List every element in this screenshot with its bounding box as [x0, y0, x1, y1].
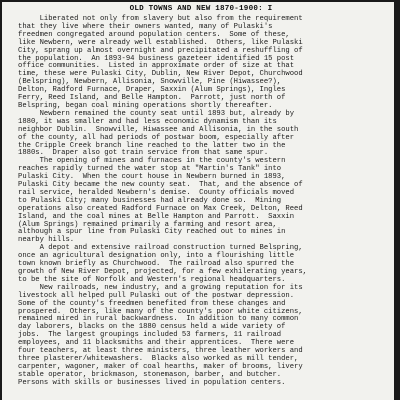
text-line: livestock all helped pull Pulaski out of the postwar depression. [18, 291, 295, 300]
text-line: like Newbern, were already well established. Others, like Pulaski [18, 38, 303, 47]
text-line: three plasterer/whitewashers. Blacks also worked as mill tender, [18, 354, 299, 363]
text-line: Belspring, began coal mining operations shortly thereafter. [18, 101, 273, 110]
text-line: of the county, all had periods of postwar boom, especially after [18, 133, 295, 142]
text-line: growth of New River Depot, projected, for a few exhilerating years, [18, 268, 307, 276]
text-line: four teachers, at least three ministers, three leather workers and [18, 347, 303, 356]
text-line: City, sprang up almost overnight and precipitated a reshuffling of [18, 46, 303, 55]
text-line: Some of the county's freedmen benefited from these changes and [18, 299, 286, 308]
text-line-content: The opening of mines and furnaces in the county's western [39, 157, 286, 166]
text-line: employees, and 11 blacksmiths and their apprentices. There were [18, 339, 295, 348]
text-line: office communities. Listed in approximate order of size at that [18, 62, 295, 71]
paragraph [18, 16, 384, 111]
text-line: Persons with skills or businesses lived in population centers. [18, 378, 286, 387]
text-line: Pulaski City became the new county seat. That, and the absence of [18, 181, 303, 190]
text-line: freedmen congregated around population centers. Some of these, [18, 30, 290, 39]
text-line: once an agricultural designation only, into a flourishing little [18, 252, 295, 261]
text-line-content: Liberated not only from slavery but also from the requirement [39, 15, 303, 23]
text-line: time, these were Pulaski City, Dublin, New River Depot, Churchwood [18, 70, 303, 79]
text-line: rail service, heralded Newbern's demise. County officials moved [18, 188, 295, 197]
page-title: OLD TOWNS AND NEW 1870-1900: I [129, 5, 273, 13]
text-line: the population. An 1893-94 business gazeteer identified 15 post [18, 54, 295, 63]
text-line: prospered. Others, like many of the county's poor white citizens, [18, 307, 303, 316]
text-line: Delton, Radford Furnace, Draper, Saxxin (Alum Springs), Ingles [18, 86, 286, 95]
text-line: the Cripple Creek branch line reached to the latter two in the [18, 141, 286, 150]
text-line-content: Newbern remained the county seat until 1893 but, already by [39, 109, 295, 118]
paragraph [18, 111, 384, 158]
paragraph [18, 158, 384, 245]
text-line: to be the site of Norfolk and Western's regional headquarters. [18, 275, 286, 284]
paragraph [18, 285, 384, 388]
text-line: Island, and the coal mines at Belle Hampton and Parrott. Saxxin [18, 212, 295, 221]
text-line-content: A depot and extensive railroad construction turned Belspring, [39, 244, 303, 253]
body-text [18, 16, 384, 388]
text-line: that they live where their owners wanted, many of Pulaski's [18, 22, 273, 31]
text-line: jobs. The largest groupings included 53 farmers, 11 railroad [18, 331, 282, 340]
text-line: to Pulaski City; many businesses had already done so. Mining [18, 196, 282, 205]
text-line: Pulaski City. When the court house in Newbern burned in 1893, [18, 173, 286, 182]
text-line: neighbor Dublin. Snowville, Hiwassee and Allisonia, in the south [18, 125, 299, 134]
text-line: (Belspring), Newbern, Allisonia, Snowville, Pine (Hiwassee?), [18, 78, 282, 87]
text-line-content: New railroads, new industry, and a growing reputation for its [39, 283, 303, 292]
text-line: Ferry, Reed Island, and Belle Hampton. Parrott, just north of [18, 94, 286, 103]
text-line: 1880, it was smaller and had less economic dynamism than its [18, 117, 277, 126]
text-line: reaches rapidly turned the water stop at "Martin's Tank" into [18, 165, 282, 174]
text-line: 1880s. Draper also got train service from that same spur. [18, 149, 269, 158]
text-line: operations also created Radford Furnace on Max Creek, Delton, Reed [18, 204, 303, 213]
text-line: carpenter, wagoner, maker of coal hearths, maker of brooms, livery [18, 362, 303, 371]
text-line: stable operator, brickmason, stonemason, barber, and butcher. [18, 370, 282, 379]
text-line: although a spur line from Pulaski City reached out to mines in [18, 228, 286, 237]
document-page [2, 2, 394, 400]
text-line: town known briefly as Churchwood. The railroad also spurred the [18, 260, 295, 269]
text-line: remained mired in rural backwardness. In addition to many common [18, 315, 299, 324]
paragraph [18, 245, 384, 285]
text-line: day laborers, blacks on the 1880 census held a wide variety of [18, 323, 286, 332]
text-line: nearby hills. [18, 236, 75, 245]
text-line: (Alum Springs) remained primarily a farming and resort area, [18, 220, 277, 229]
